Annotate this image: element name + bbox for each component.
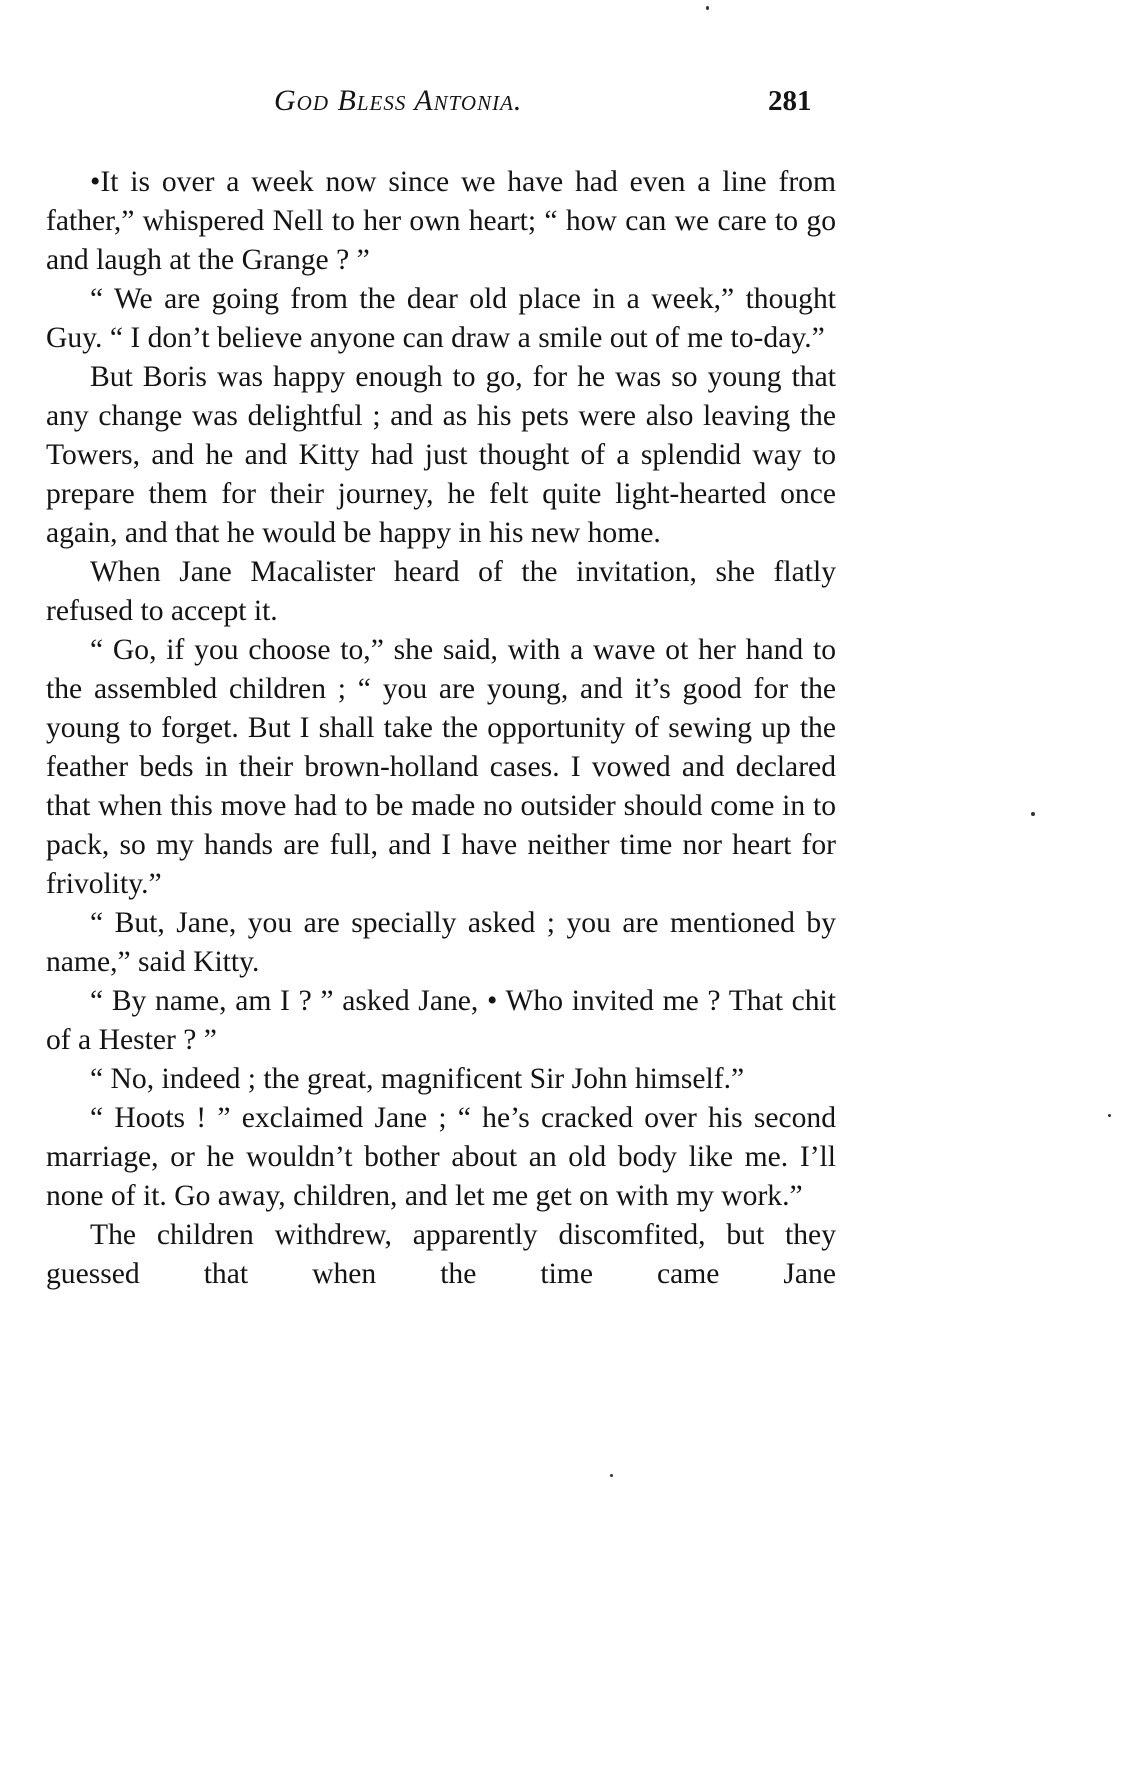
scan-speck bbox=[1108, 1114, 1111, 1117]
paragraph-9: “ Hoots ! ” exclaimed Jane ; “ he’s cracked over his second marriage, or he wouldn’t bother about an old body like me. I’ll none of it. Go away, children, and let me get on with my work.” bbox=[46, 1102, 836, 1212]
page-number: 281 bbox=[768, 85, 812, 117]
paragraph-1: •It is over a week now since we have had even a line from father,” whispered Nell to her own heart; “ how can we care to go and laugh at the Grange ? ” bbox=[46, 166, 836, 276]
scan-speck bbox=[706, 6, 709, 10]
scan-speck bbox=[610, 1474, 613, 1477]
body-text bbox=[46, 163, 836, 1294]
paragraph-5: “ Go, if you choose to,” she said, with a wave ot her hand to the assembled children ; “ you are young, and it’s good for the young to forget. But I shall take the opportunity of sewing up the feather beds in their brown-holland cases. I vowed and declared that when this move had to be made no outsider should come in to pack, so my hands are full, and I have neither time nor heart for frivolity.” bbox=[46, 634, 836, 900]
paragraph-8: “ No, indeed ; the great, magnificent Sir John himself.” bbox=[90, 1063, 745, 1095]
running-title: God Bless Antonia. bbox=[274, 84, 523, 117]
paragraph-3: But Boris was happy enough to go, for he was so young that any change was delightful ; and as his pets were also leaving the Towers, and he and Kitty had just thought of a splendid way to prepare them for their journey, he felt quite light-hearted once again, and that he would be happy in his new home. bbox=[46, 361, 836, 549]
paragraph-2: “ We are going from the dear old place in a week,” thought Guy. “ I don’t believe anyone can draw a smile out of me to-day.” bbox=[46, 283, 836, 354]
paragraph-6: “ But, Jane, you are specially asked ; you are mentioned by name,” said Kitty. bbox=[46, 907, 836, 978]
paragraph-4: When Jane Macalister heard of the invitation, she flatly refused to accept it. bbox=[46, 556, 836, 627]
paragraph-10: The children withdrew, apparently discomfited, but they guessed that when the time came Jane bbox=[46, 1219, 836, 1290]
page-header bbox=[0, 84, 1133, 124]
scan-speck bbox=[1031, 812, 1035, 816]
paragraph-7: “ By name, am I ? ” asked Jane, • Who invited me ? That chit of a Hester ? ” bbox=[46, 985, 836, 1056]
